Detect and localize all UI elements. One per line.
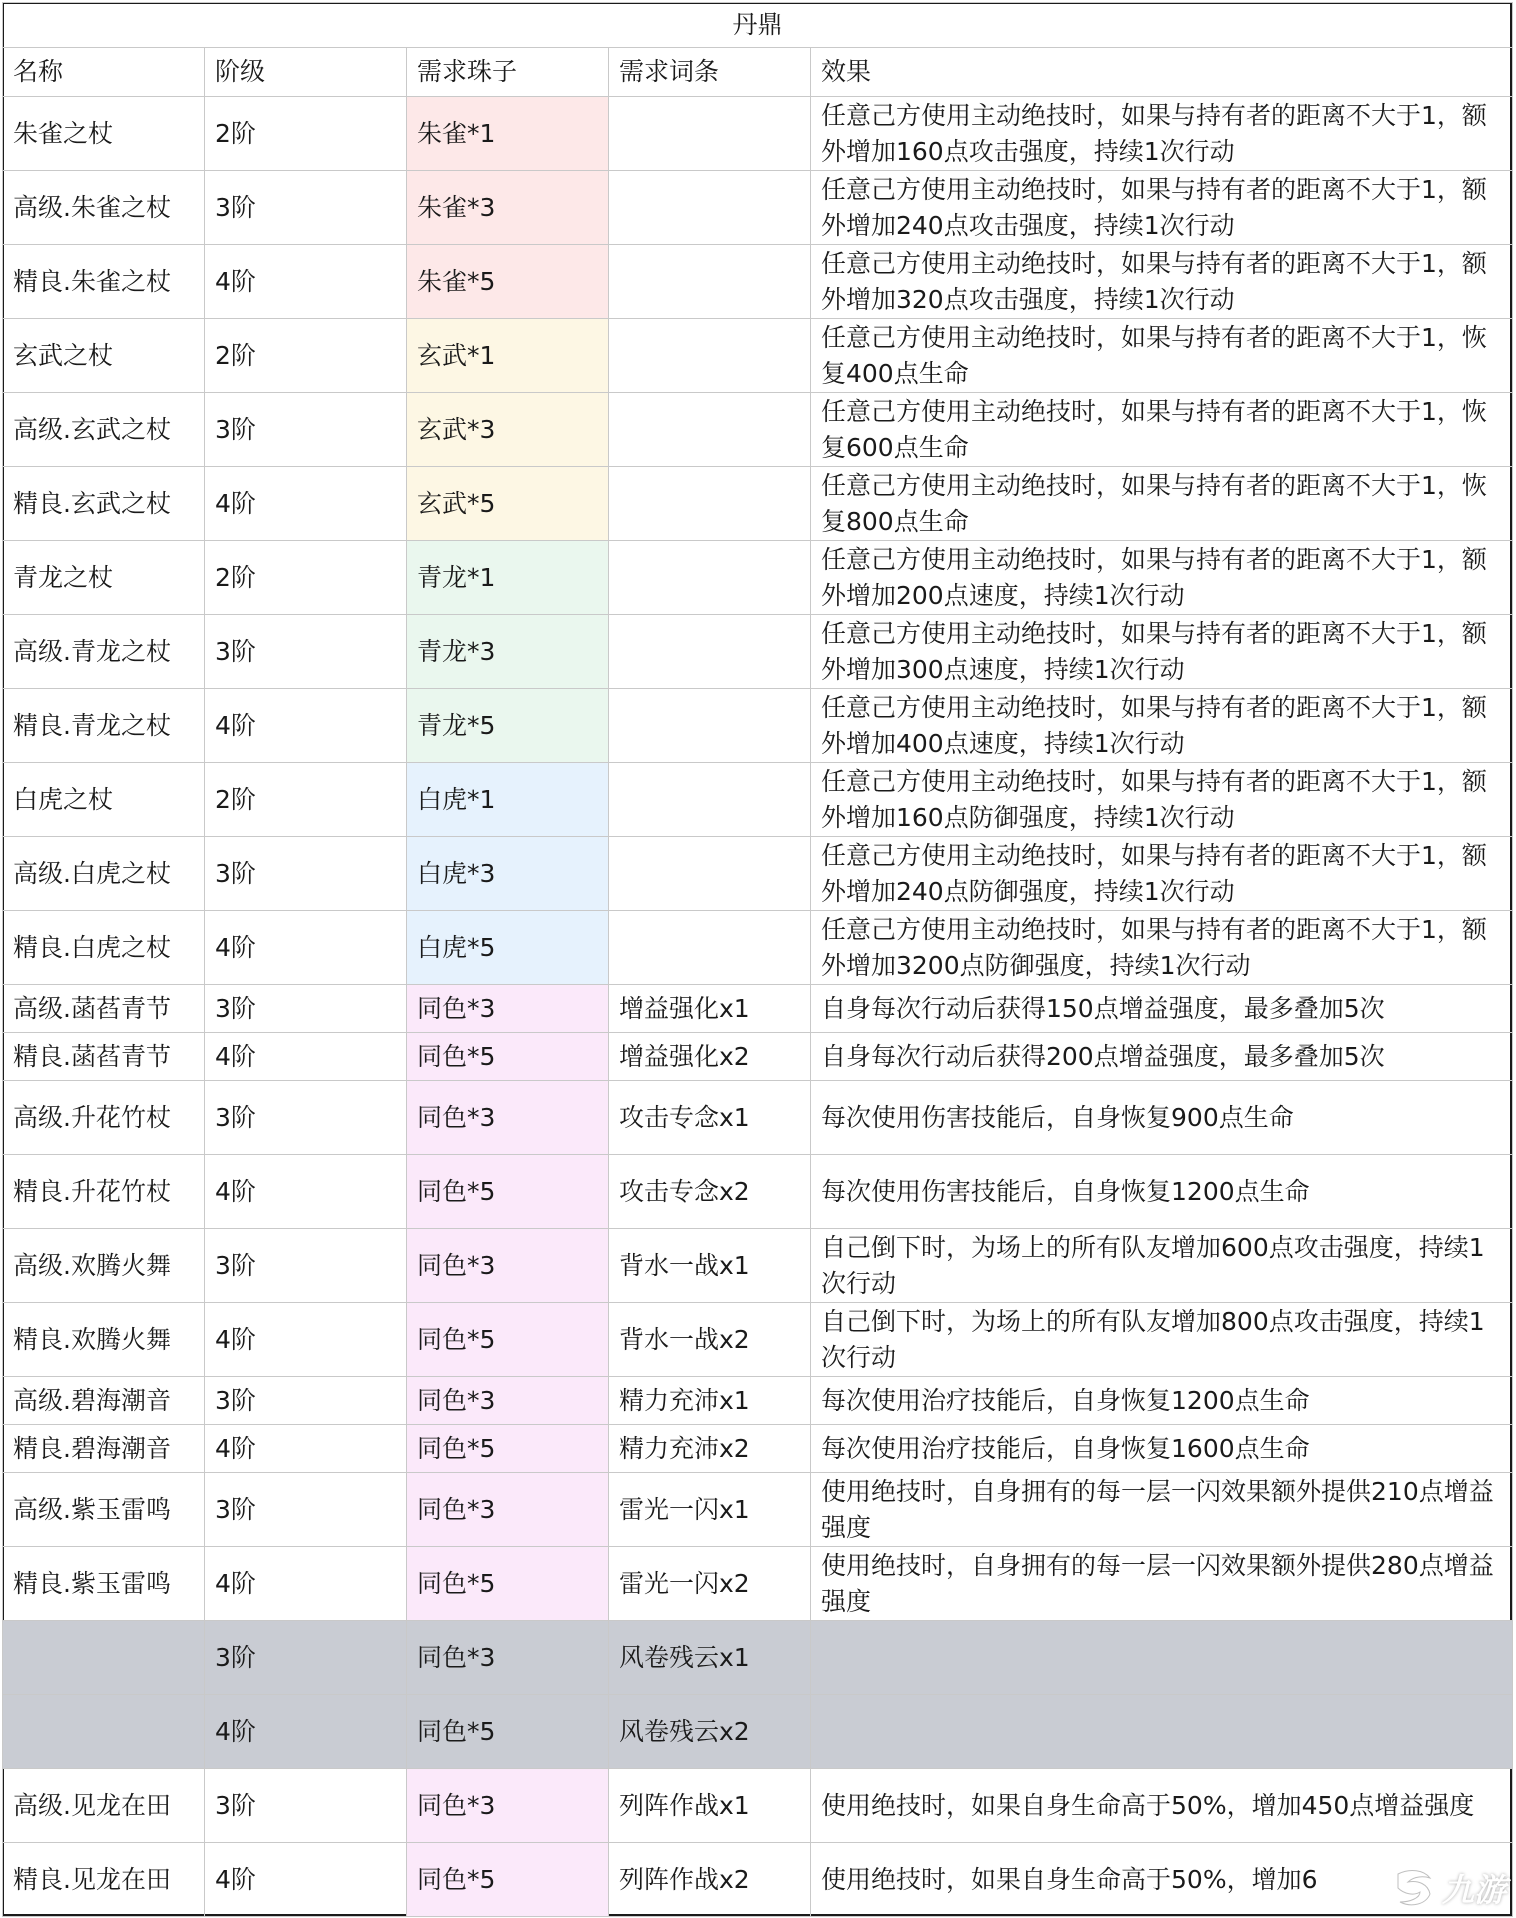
cell-effect: 自己倒下时，为场上的所有队友增加800点攻击强度，持续1次行动: [811, 1303, 1513, 1377]
cell-effect: 自身每次行动后获得200点增益强度，最多叠加5次: [811, 1033, 1513, 1081]
cell-tier: 2阶: [205, 97, 407, 171]
cell-condition: 攻击专念x2: [609, 1155, 811, 1229]
cell-condition: 风卷残云x2: [609, 1695, 811, 1769]
table-row: [3, 763, 1513, 837]
item-table: [2, 2, 1513, 1917]
table-row: [3, 1081, 1513, 1155]
table-row: [3, 1695, 1513, 1769]
cell-effect: 每次使用伤害技能后，自身恢复900点生命: [811, 1081, 1513, 1155]
cell-condition: [609, 763, 811, 837]
table-header-row: [3, 48, 1513, 97]
cell-condition: [609, 911, 811, 985]
cell-tier: 4阶: [205, 689, 407, 763]
table-row: [3, 1303, 1513, 1377]
cell-tier: 2阶: [205, 541, 407, 615]
cell-name: 精良.青龙之杖: [3, 689, 205, 763]
cell-tier: 3阶: [205, 1769, 407, 1843]
table-row: [3, 1033, 1513, 1081]
cell-effect: 每次使用治疗技能后，自身恢复1200点生命: [811, 1377, 1513, 1425]
cell-tier: 4阶: [205, 1033, 407, 1081]
cell-condition: [609, 393, 811, 467]
cell-effect: [811, 1621, 1513, 1695]
cell-effect: 任意己方使用主动绝技时，如果与持有者的距离不大于1，额外增加160点防御强度，持续1次行动: [811, 763, 1513, 837]
cell-tier: 4阶: [205, 1843, 407, 1917]
table-row: [3, 245, 1513, 319]
cell-effect: 任意己方使用主动绝技时，如果与持有者的距离不大于1，恢复400点生命: [811, 319, 1513, 393]
cell-effect: 每次使用伤害技能后，自身恢复1200点生命: [811, 1155, 1513, 1229]
header-condition: 需求词条: [609, 48, 811, 97]
cell-bead: 同色*5: [407, 1303, 609, 1377]
cell-condition: 精力充沛x1: [609, 1377, 811, 1425]
table-row: [3, 319, 1513, 393]
cell-condition: 风卷残云x1: [609, 1621, 811, 1695]
cell-condition: [609, 837, 811, 911]
cell-name: 精良.欢腾火舞: [3, 1303, 205, 1377]
cell-condition: [609, 97, 811, 171]
cell-effect: 使用绝技时，自身拥有的每一层一闪效果额外提供210点增益强度: [811, 1473, 1513, 1547]
watermark-text: 九游: [1441, 1871, 1506, 1909]
cell-bead: 白虎*5: [407, 911, 609, 985]
cell-bead: 青龙*1: [407, 541, 609, 615]
cell-name: 玄武之杖: [3, 319, 205, 393]
cell-bead: 玄武*3: [407, 393, 609, 467]
cell-bead: 同色*3: [407, 1229, 609, 1303]
cell-effect: 任意己方使用主动绝技时，如果与持有者的距离不大于1，额外增加240点防御强度，持续1次行动: [811, 837, 1513, 911]
cell-name: 朱雀之杖: [3, 97, 205, 171]
cell-tier: 3阶: [205, 615, 407, 689]
cell-name: 精良.白虎之杖: [3, 911, 205, 985]
cell-condition: [609, 171, 811, 245]
cell-tier: 4阶: [205, 1547, 407, 1621]
cell-tier: 3阶: [205, 1621, 407, 1695]
cell-condition: [609, 689, 811, 763]
table-row: [3, 393, 1513, 467]
cell-name: 白虎之杖: [3, 763, 205, 837]
header-effect: 效果: [811, 48, 1513, 97]
cell-name: 精良.朱雀之杖: [3, 245, 205, 319]
cell-tier: 3阶: [205, 1229, 407, 1303]
cell-bead: 白虎*1: [407, 763, 609, 837]
cell-tier: 2阶: [205, 763, 407, 837]
cell-condition: 背水一战x2: [609, 1303, 811, 1377]
table-row: [3, 1155, 1513, 1229]
cell-name: 高级.青龙之杖: [3, 615, 205, 689]
cell-bead: 朱雀*3: [407, 171, 609, 245]
cell-effect: 任意己方使用主动绝技时，如果与持有者的距离不大于1，额外增加160点攻击强度，持续1次行动: [811, 97, 1513, 171]
cell-tier: 4阶: [205, 911, 407, 985]
cell-tier: 4阶: [205, 1695, 407, 1769]
cell-condition: [609, 319, 811, 393]
table-title: 丹鼎: [3, 3, 1513, 48]
table-row: [3, 1473, 1513, 1547]
table-row: [3, 911, 1513, 985]
table-row: [3, 837, 1513, 911]
cell-tier: 4阶: [205, 245, 407, 319]
cell-bead: 朱雀*1: [407, 97, 609, 171]
cell-name: 高级.白虎之杖: [3, 837, 205, 911]
cell-condition: [609, 467, 811, 541]
cell-condition: 列阵作战x1: [609, 1769, 811, 1843]
cell-effect: 任意己方使用主动绝技时，如果与持有者的距离不大于1，额外增加3200点防御强度，持续1次行动: [811, 911, 1513, 985]
cell-name: [3, 1695, 205, 1769]
cell-tier: 3阶: [205, 985, 407, 1033]
cell-name: 高级.菡萏青节: [3, 985, 205, 1033]
header-name: 名称: [3, 48, 205, 97]
cell-bead: 同色*5: [407, 1695, 609, 1769]
cell-condition: [609, 541, 811, 615]
cell-tier: 3阶: [205, 393, 407, 467]
cell-condition: 背水一战x1: [609, 1229, 811, 1303]
cell-name: 高级.朱雀之杖: [3, 171, 205, 245]
cell-tier: 3阶: [205, 837, 407, 911]
cell-tier: 4阶: [205, 1155, 407, 1229]
cell-effect: 使用绝技时，自身拥有的每一层一闪效果额外提供280点增益强度: [811, 1547, 1513, 1621]
header-bead: 需求珠子: [407, 48, 609, 97]
cell-bead: 同色*3: [407, 985, 609, 1033]
cell-condition: [609, 245, 811, 319]
cell-effect: 使用绝技时，如果自身生命高于50%，增加450点增益强度: [811, 1769, 1513, 1843]
cell-condition: 增益强化x2: [609, 1033, 811, 1081]
cell-name: [3, 1621, 205, 1695]
cell-bead: 玄武*1: [407, 319, 609, 393]
cell-name: 高级.欢腾火舞: [3, 1229, 205, 1303]
table-row: [3, 1547, 1513, 1621]
cell-tier: 4阶: [205, 1303, 407, 1377]
cell-effect: 任意己方使用主动绝技时，如果与持有者的距离不大于1，恢复800点生命: [811, 467, 1513, 541]
cell-effect: 任意己方使用主动绝技时，如果与持有者的距离不大于1，额外增加300点速度，持续1次行动: [811, 615, 1513, 689]
cell-effect: 任意己方使用主动绝技时，如果与持有者的距离不大于1，恢复600点生命: [811, 393, 1513, 467]
watermark: [1390, 1864, 1506, 1912]
cell-name: 高级.玄武之杖: [3, 393, 205, 467]
cell-bead: 朱雀*5: [407, 245, 609, 319]
cell-effect: 任意己方使用主动绝技时，如果与持有者的距离不大于1，额外增加400点速度，持续1次行动: [811, 689, 1513, 763]
table-row: [3, 985, 1513, 1033]
table-row: [3, 689, 1513, 763]
cell-tier: 4阶: [205, 467, 407, 541]
cell-name: 高级.紫玉雷鸣: [3, 1473, 205, 1547]
cell-effect: 任意己方使用主动绝技时，如果与持有者的距离不大于1，额外增加320点攻击强度，持续1次行动: [811, 245, 1513, 319]
table-row: [3, 171, 1513, 245]
cell-condition: 雷光一闪x1: [609, 1473, 811, 1547]
cell-condition: 攻击专念x1: [609, 1081, 811, 1155]
table-row: [3, 1229, 1513, 1303]
cell-bead: 青龙*5: [407, 689, 609, 763]
cell-effect: [811, 1695, 1513, 1769]
table-row: [3, 615, 1513, 689]
header-tier: 阶级: [205, 48, 407, 97]
table-row: [3, 1843, 1513, 1917]
table-row: [3, 467, 1513, 541]
cell-name: 高级.升花竹杖: [3, 1081, 205, 1155]
table-row: [3, 1377, 1513, 1425]
cell-condition: 精力充沛x2: [609, 1425, 811, 1473]
cell-bead: 同色*5: [407, 1155, 609, 1229]
cell-tier: 4阶: [205, 1425, 407, 1473]
cell-name: 精良.菡萏青节: [3, 1033, 205, 1081]
cell-name: 精良.碧海潮音: [3, 1425, 205, 1473]
cell-condition: 增益强化x1: [609, 985, 811, 1033]
cell-bead: 青龙*3: [407, 615, 609, 689]
cell-bead: 同色*3: [407, 1081, 609, 1155]
cell-effect: 自身每次行动后获得150点增益强度，最多叠加5次: [811, 985, 1513, 1033]
cell-effect: 自己倒下时，为场上的所有队友增加600点攻击强度，持续1次行动: [811, 1229, 1513, 1303]
table-row: [3, 541, 1513, 615]
table-row: [3, 1769, 1513, 1843]
cell-name: 青龙之杖: [3, 541, 205, 615]
cell-tier: 2阶: [205, 319, 407, 393]
cell-name: 精良.紫玉雷鸣: [3, 1547, 205, 1621]
table-title-row: [3, 3, 1513, 48]
cell-condition: [609, 615, 811, 689]
cell-name: 精良.见龙在田: [3, 1843, 205, 1917]
cell-name: 精良.玄武之杖: [3, 467, 205, 541]
cell-bead: 同色*3: [407, 1473, 609, 1547]
cell-effect: 使用绝技时，如果自身生命高于50%，增加6: [811, 1843, 1513, 1917]
cell-tier: 3阶: [205, 171, 407, 245]
cell-bead: 同色*5: [407, 1425, 609, 1473]
cell-name: 高级.碧海潮音: [3, 1377, 205, 1425]
cell-bead: 同色*5: [407, 1033, 609, 1081]
cell-condition: 雷光一闪x2: [609, 1547, 811, 1621]
jiuyou-logo-icon: [1390, 1864, 1438, 1912]
data-table-sheet: [2, 2, 1512, 1916]
cell-tier: 3阶: [205, 1473, 407, 1547]
cell-bead: 白虎*3: [407, 837, 609, 911]
cell-tier: 3阶: [205, 1377, 407, 1425]
cell-effect: 任意己方使用主动绝技时，如果与持有者的距离不大于1，额外增加200点速度，持续1次行动: [811, 541, 1513, 615]
cell-bead: 同色*3: [407, 1621, 609, 1695]
cell-bead: 同色*3: [407, 1377, 609, 1425]
table-row: [3, 1425, 1513, 1473]
table-row: [3, 1621, 1513, 1695]
table-row: [3, 97, 1513, 171]
cell-name: 精良.升花竹杖: [3, 1155, 205, 1229]
cell-bead: 同色*3: [407, 1769, 609, 1843]
cell-effect: 每次使用治疗技能后，自身恢复1600点生命: [811, 1425, 1513, 1473]
cell-tier: 3阶: [205, 1081, 407, 1155]
cell-condition: 列阵作战x2: [609, 1843, 811, 1917]
cell-bead: 同色*5: [407, 1547, 609, 1621]
cell-effect: 任意己方使用主动绝技时，如果与持有者的距离不大于1，额外增加240点攻击强度，持续1次行动: [811, 171, 1513, 245]
cell-name: 高级.见龙在田: [3, 1769, 205, 1843]
cell-bead: 同色*5: [407, 1843, 609, 1917]
cell-bead: 玄武*5: [407, 467, 609, 541]
